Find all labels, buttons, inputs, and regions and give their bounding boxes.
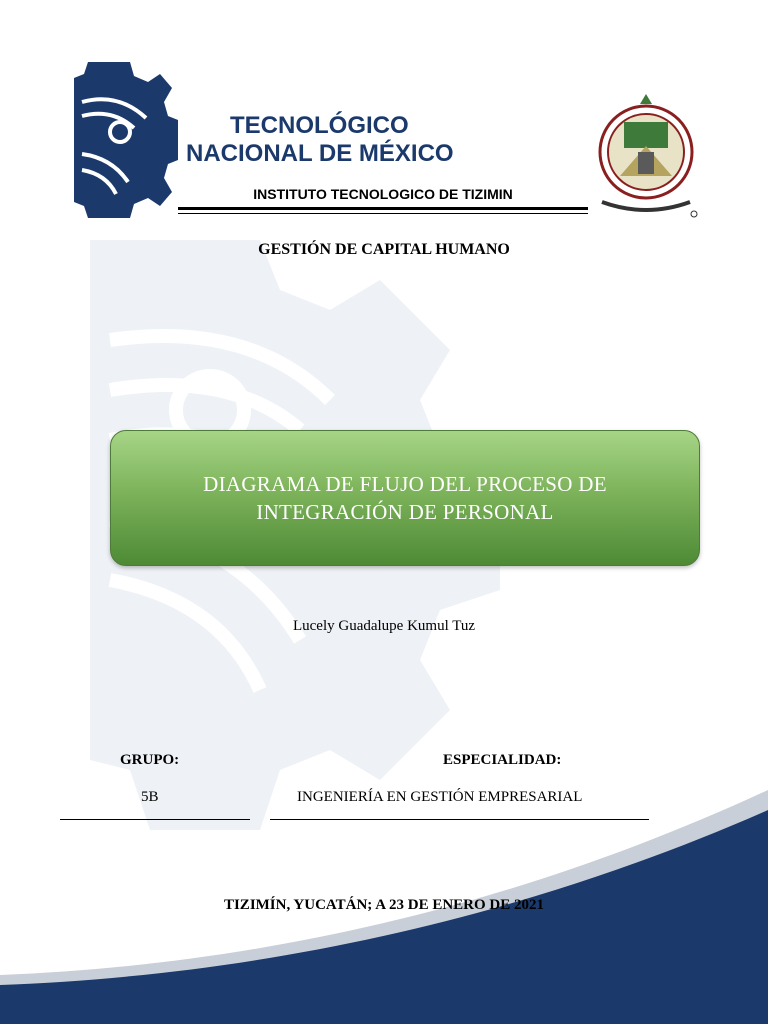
institute-seal-logo xyxy=(594,94,698,220)
specialty-label: ESPECIALIDAD: xyxy=(443,752,562,768)
brand-line-2: NACIONAL DE MÉXICO xyxy=(186,140,454,167)
author-name: Lucely Guadalupe Kumul Tuz xyxy=(292,618,476,634)
header-rule-thin xyxy=(178,213,588,214)
tecnologico-gear-logo xyxy=(68,62,178,218)
document-title-banner xyxy=(110,430,700,566)
subject-title: GESTIÓN DE CAPITAL HUMANO xyxy=(258,241,510,258)
group-label: GRUPO: xyxy=(120,752,180,768)
title-line-2: INTEGRACIÓN DE PERSONAL xyxy=(256,500,554,524)
brand-line-1: TECNOLÓGICO xyxy=(230,112,409,139)
tecnologico-nacional-wordmark xyxy=(186,112,454,168)
place-and-date: TIZIMÍN, YUCATÁN; A 23 DE ENERO DE 2021 xyxy=(223,897,545,913)
header-rule-thick xyxy=(178,207,588,210)
group-underline xyxy=(60,819,250,820)
specialty-underline xyxy=(270,819,649,820)
specialty-value: INGENIERÍA EN GESTIÓN EMPRESARIAL xyxy=(297,789,583,805)
group-value: 5B xyxy=(141,789,159,805)
title-line-1: DIAGRAMA DE FLUJO DEL PROCESO DE xyxy=(203,472,607,496)
institute-name: INSTITUTO TECNOLOGICO DE TIZIMIN xyxy=(253,186,513,202)
